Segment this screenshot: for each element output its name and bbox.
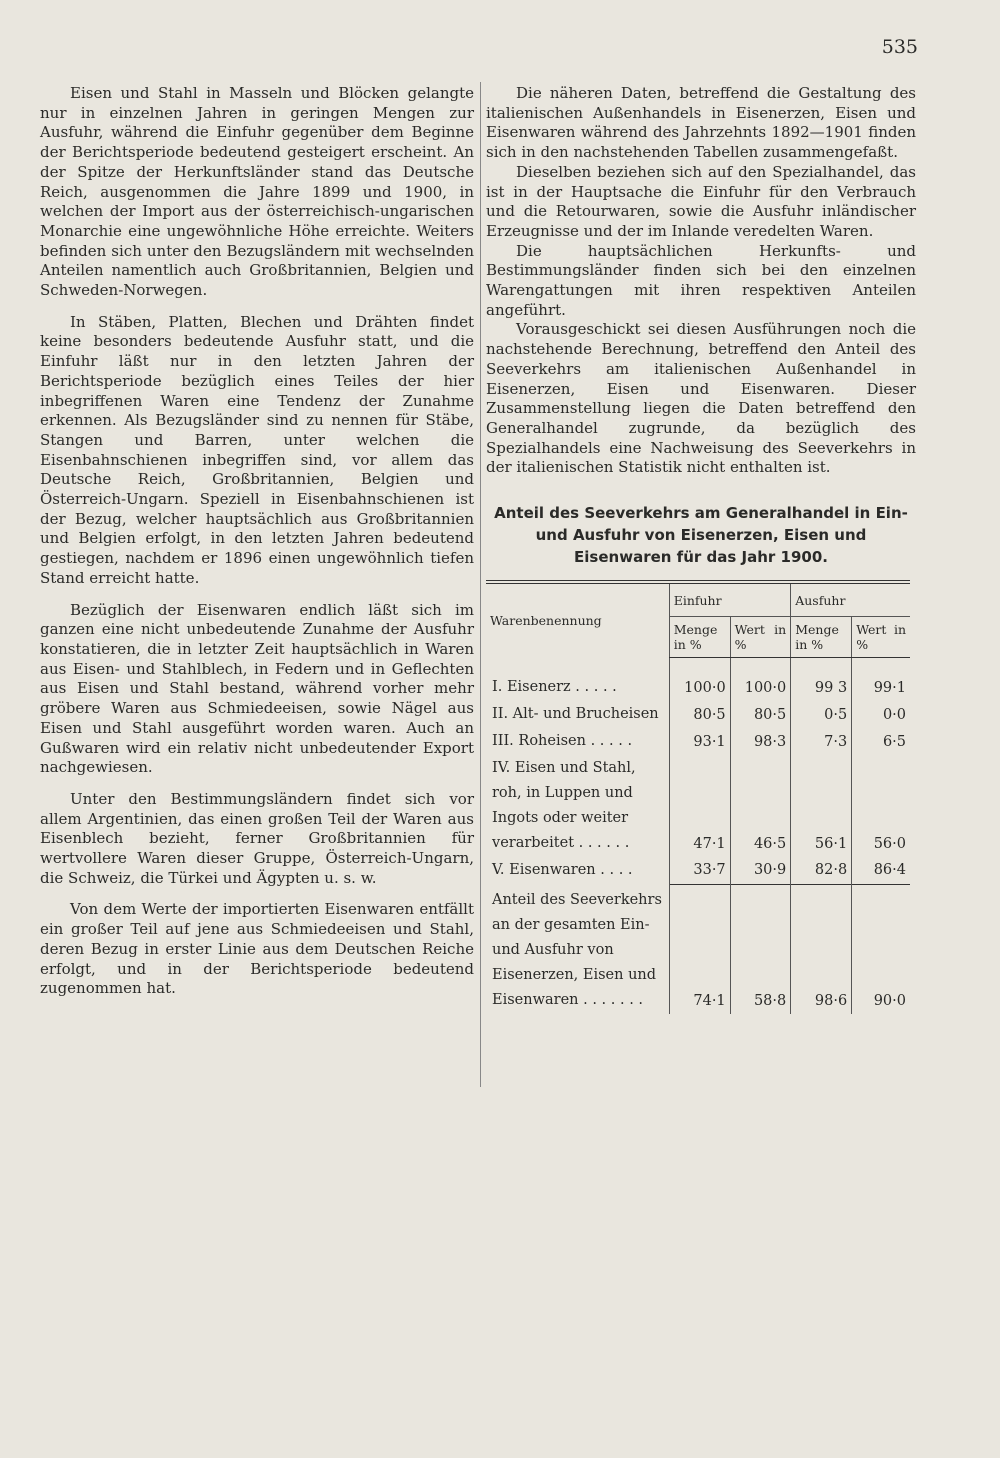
table-total-row [486, 884, 910, 1014]
paragraph: Bezüglich der Eisenwaren endlich läßt sich im ganzen eine nicht unbedeutende Zunahme der Ausfuhr konstatieren, die in letzter Zeit hauptsächlich in Waren aus Eisen- und Stahlblech, in Federn und in Geflechten aus Eisen und Stahl bestand, während vorher mehr gröbere Waren aus Schmiedeeisen, sowie Nägel aus Eisen und Stahl ausgeführt worden waren. Auch an Gußwaren wird ein relativ nicht unbedeutender Export nachgewiesen. [40, 600, 474, 777]
row-label: I. Eisenerz . . . . . [492, 679, 617, 696]
table-title: Anteil des Seeverkehrs am Generalhandel in Ein- und Ausfuhr von Eisenerzen, Eisen und Eisenwaren für das Jahr 1900. [494, 504, 908, 567]
row-label: V. Eisenwaren . . . . [492, 862, 633, 879]
cell-value: 93·1 [669, 728, 730, 755]
cell-value: 80·5 [730, 701, 791, 728]
table-row [486, 755, 910, 857]
paragraph: Die hauptsächlichen Herkunfts- und Bestimmungsländer finden sich bei den einzelnen Warengattungen mit ihren respektiven Anteilen angeführt. [486, 241, 916, 319]
cell-value: 100·0 [730, 674, 791, 701]
row-label: IV. Eisen und Stahl, roh, in Luppen und Ingots oder weiter verarbeitet . . . . . . [492, 760, 636, 852]
right-column [486, 84, 916, 1014]
column-header-wert: Wert in % [730, 617, 791, 658]
column-header-warenbenennung: Warenbenennung [486, 582, 669, 658]
cell-value: 82·8 [791, 857, 852, 884]
table-row [486, 701, 910, 728]
left-column [40, 84, 474, 1011]
cell-value: 90·0 [852, 884, 910, 1014]
row-label: Anteil des Seeverkehrs an der gesamten Ein- und Ausfuhr von Eisenerzen, Eisen und Eisenwaren . . . . . . . [492, 892, 662, 1009]
paragraph: Die näheren Daten, betreffend die Gestaltung des italienischen Außenhandels in Eisenerzen, Eisen und Eisenwaren während des Jahrzehnts 1892—1901 finden sich in den nachstehenden Tabellen zusammengefaßt. [486, 84, 916, 162]
column-divider [480, 82, 481, 1087]
cell-value: 56·0 [852, 755, 910, 857]
cell-value: 46·5 [730, 755, 791, 857]
paragraph: Dieselben beziehen sich auf den Spezialhandel, das ist in der Hauptsache die Einfuhr für den Verbrauch und die Retourwaren, sowie die Ausfuhr inländischer Erzeugnisse und der im Inlande veredelten Waren. [486, 162, 916, 240]
cell-value: 56·1 [791, 755, 852, 857]
column-group-ausfuhr: Ausfuhr [791, 582, 910, 617]
paragraph: Eisen und Stahl in Masseln und Blöcken gelangte nur in einzelnen Jahren in geringen Mengen zur Ausfuhr, während die Einfuhr gegenüber dem Beginne der Berichtsperiode bedeutend gesteigert erscheint. An der Spitze der Herkunftsländer stand das Deutsche Reich, ausgenommen die Jahre 1899 und 1900, in welchen der Import aus der österreichisch-ungarischen Monarchie eine ungewöhnliche Höhe erreichte. Weiters befinden sich unter den Bezugsländern mit wechselnden Anteilen namentlich auch Großbritannien, Belgien und Schweden-Norwegen. [40, 84, 474, 300]
page-number: 535 [881, 36, 918, 58]
column-header-menge: Menge in % [791, 617, 852, 658]
column-group-einfuhr: Einfuhr [669, 582, 791, 617]
cell-value: 47·1 [669, 755, 730, 857]
paragraph: In Stäben, Platten, Blechen und Drähten findet keine besonders bedeutende Ausfuhr statt, und die Einfuhr läßt nur in den letzten Jahren der Berichtsperiode bezüglich eines Teiles der hier inbegriffenen Waren eine Tendenz der Zunahme erkennen. Als Bezugsländer sind zu nennen für Stäbe, Stangen und Barren, unter welchen die Eisenbahnschienen inbegriffen sind, vor allem das Deutsche Reich, Großbritannien, Belgien und Österreich-Ungarn. Speziell in Eisenbahnschienen ist der Bezug, welcher hauptsächlich aus Großbritannien und Belgien erfolgt, in den letzten Jahren bedeutend gestiegen, nachdem er 1896 einen ungewöhnlich tiefen Stand erreicht hatte. [40, 312, 474, 587]
cell-value: 0·0 [852, 701, 910, 728]
paragraph: Unter den Bestimmungsländern findet sich vor allem Argentinien, das einen großen Teil der Waren aus Eisenblech bezieht, ferner Großbritannien für wertvollere Waren dieser Gruppe, Österreich-Ungarn, die Schweiz, die Türkei und Ägypten u. s. w. [40, 789, 474, 887]
cell-value: 6·5 [852, 728, 910, 755]
cell-value: 86·4 [852, 857, 910, 884]
column-header-menge: Menge in % [669, 617, 730, 658]
cell-value: 58·8 [730, 884, 791, 1014]
cell-value: 7·3 [791, 728, 852, 755]
cell-value: 0·5 [791, 701, 852, 728]
cell-value: 33·7 [669, 857, 730, 884]
table-row [486, 728, 910, 755]
table-row [486, 674, 910, 701]
cell-value: 98·6 [791, 884, 852, 1014]
cell-value: 74·1 [669, 884, 730, 1014]
cell-value: 99 3 [791, 674, 852, 701]
paragraph: Vorausgeschickt sei diesen Ausführungen noch die nachstehende Berechnung, betreffend den Anteil des Seeverkehrs am italienischen Außenhandel in Eisenerzen, Eisen und Eisenwaren. Dieser Zusammenstellung liegen die Daten betreffend den Generalhandel zugrunde, da bezüglich des Spezialhandels eine Nachweisung des Seeverkehrs in der italienischen Statistik nicht enthalten ist. [486, 320, 916, 477]
row-label: III. Roheisen . . . . . [492, 733, 633, 750]
cell-value: 100·0 [669, 674, 730, 701]
data-table [486, 580, 910, 1014]
cell-value: 99·1 [852, 674, 910, 701]
cell-value: 30·9 [730, 857, 791, 884]
paragraph: Von dem Werte der importierten Eisenwaren entfällt ein großer Teil auf jene aus Schmiedeeisen und Stahl, deren Bezug in erster Linie aus dem Deutschen Reiche erfolgt, und in der Berichtsperiode bedeutend zugenommen hat. [40, 900, 474, 998]
column-header-wert: Wert in % [852, 617, 910, 658]
row-label: II. Alt- und Brucheisen [492, 706, 659, 723]
table-row [486, 857, 910, 884]
cell-value: 98·3 [730, 728, 791, 755]
cell-value: 80·5 [669, 701, 730, 728]
